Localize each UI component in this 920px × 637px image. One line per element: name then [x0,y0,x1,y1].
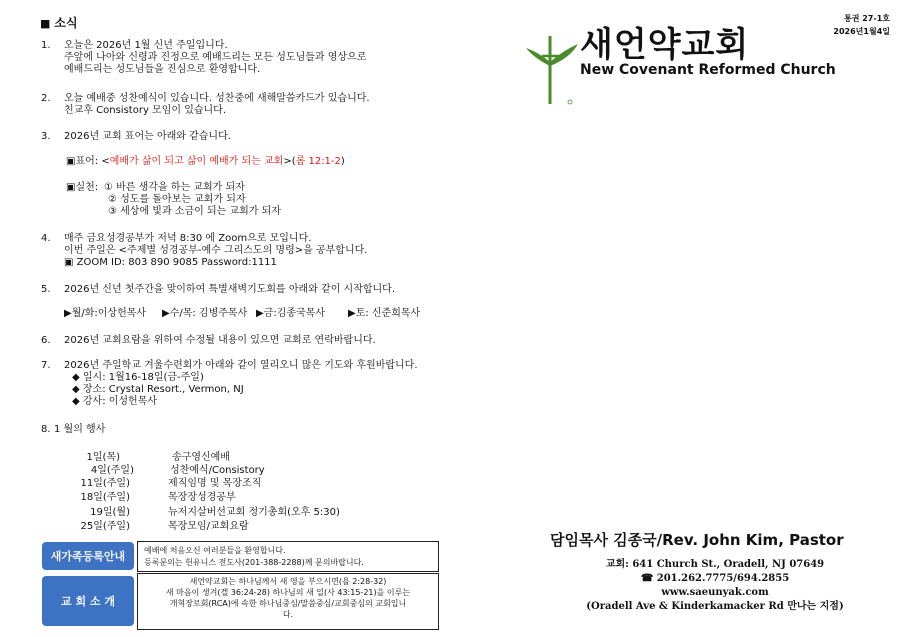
announcements: 1. 오늘은 2026년 1월 신년 주일입니다. 주앞에 나아와 신령과 진정으로 예배드리는 모든 성도님들과 영상으로 예배드리는 성도님들을 진심으로 환영합니다. 2. 오늘 예배중 성찬예식이 있습니다. 성찬중에 새해말씀카드가 있습니다. 친교후 Consistory 모임이 있습니다. 3. 2026년 교회 표어는 아래와 같습니다. ▣표어: <예배가 삶이 되고 삶이 예배가 되는 교회>(롬 12:1-2) ▣실천: ① 바른 생각을 하는 교회가 되자 ② 성도를 돌아보는 교회가 되자 ③ 세상에 빛과 소금이 되는 교회가 되자 4. 매주 금요성경공부가 저녁 8:30 에 Zoom으로 모입니다. 이번 주일은 <주제별 성경공부-예수 그리스도의 명령>을 공부합니다. ▣ ZOOM ID: 803 890 9085 Password:1111 5. 2026년 신년 첫주간을 맞이하여 특별새벽기도회를 아래와 같이 시작합니다. ▶월/화:이상헌목사 ▶수/목: 김병주목사 ▶금:김종국목사 ▶토: 신준희목사 6. 2026년 교회요람을 위하여 수정될 내용이 있으면 교회로 연락바랍니다. 7. 2026년 주일학교 겨울수련회가 아래와 같이 열리오니 많은 기도와 후원바랍니다. ◆ 일시: 1월16-18일(금-주일) ◆ 장소: Crystal Resort., Vermon, NJ ◆ 강사: 이성헌목사 8. 1 월의 행사 [41,40,421,435]
pastor: 담임목사 김종국/Rev. John Kim, Pastor [550,531,844,549]
plant-logo-icon [520,22,580,110]
registration-box: 예배에 처음오신 여러분들을 환영합니다. 등록문의는 헌유니스 전도사(201-388-2288)께 문의바랍니다. [137,541,439,572]
contact-info: 교회: 641 Church St., Oradell, NJ 07649 ☎ 201.262.7775/694.2855 www.saeunyak.com (Oradell Ave & Kinderkamacker Rd 만나는 지점) [586,559,844,612]
section-title: ■ 소식 [40,16,78,30]
church-logo [520,22,580,110]
issue-info: 통권 27-1호 2026년1월4일 [833,14,890,36]
schedule: 1일(목) 송구영신예배 4일(주일) 성찬예식/Consistory 11일(주일) 제직임명 및 목장조직 18일(주일) 목장장성경공부 19일(월) 뉴저지살버선교회 정기총회(오후 5:30) 25일(주일) 목장모임/교회요람 [80,452,340,532]
square-bullet-icon: ■ [40,17,51,30]
intro-box: 새언약교회는 하나님께서 새 영을 부으시면(욜 2:28-32) 새 마음이 생겨(겔 36:24-28) 하나님의 새 일(사 43:15-21)을 이루는 개혁장로회(RCA)에 속한 하나님중심/말씀중심/교회중심의 교회입니 다. [137,573,439,630]
church-name-ko: 새언약교회 [580,25,750,65]
intro-label: 교 회 소 개 [42,576,134,626]
registration-label: 새가족등록안내 [42,542,134,570]
church-name-en: New Covenant Reformed Church [580,62,836,78]
